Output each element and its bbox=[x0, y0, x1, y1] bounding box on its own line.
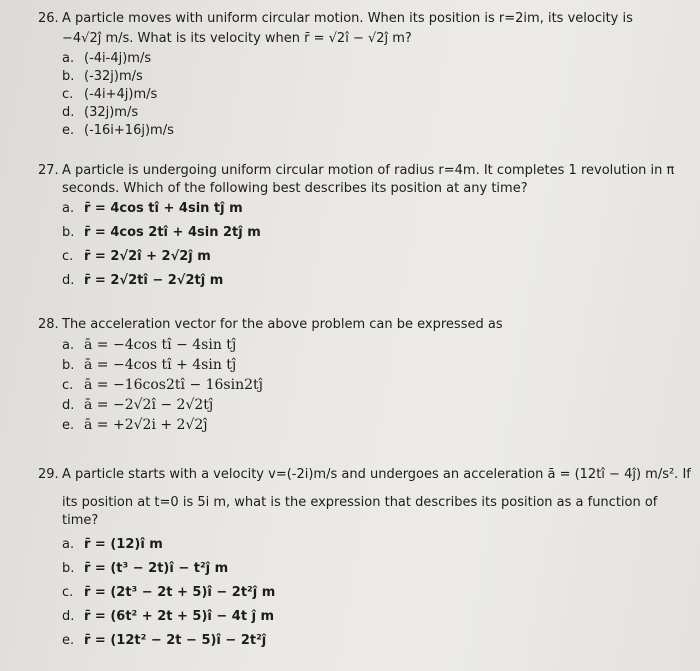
option-b: b. r̄ = 4cos 2tî + 4sin 2tĵ m bbox=[62, 225, 261, 240]
option-b: b. (-32j)m/s bbox=[62, 69, 143, 84]
option-e: e. r̄ = (12t² − 2t − 5)î − 2t²ĵ bbox=[62, 633, 267, 648]
question-number: 26. bbox=[38, 11, 59, 26]
question-stem-line2: its position at t=0 is 5i m, what is the expression that describes its position as a function of bbox=[62, 495, 658, 510]
option-c: c. r̄ = (2t³ − 2t + 5)î − 2t²ĵ m bbox=[62, 585, 276, 600]
option-a: a. ā = −4cos tî − 4sin tĵ bbox=[62, 337, 237, 353]
option-c: c. r̄ = 2√2î + 2√2ĵ m bbox=[62, 249, 211, 264]
question-stem-line1: The acceleration vector for the above problem can be expressed as bbox=[62, 317, 503, 332]
question-stem-line1: A particle is undergoing uniform circular motion of radius r=4m. It completes 1 revolution in π bbox=[62, 163, 675, 178]
question-stem-line2: −4√2ĵ m/s. What is its velocity when r̄ = √2î − √2ĵ m? bbox=[62, 31, 412, 46]
option-d: d. ā = −2√2î − 2√2tĵ bbox=[62, 397, 214, 413]
question-stem-line1: A particle moves with uniform circular motion. When its position is r=2im, its velocity is bbox=[62, 11, 633, 26]
option-d: d. (32j)m/s bbox=[62, 105, 139, 120]
question-stem-line3: time? bbox=[62, 513, 99, 528]
option-e: e. ā = +2√2i + 2√2ĵ bbox=[62, 417, 208, 433]
option-c: c. ā = −16cos2tî − 16sin2tĵ bbox=[62, 377, 263, 393]
question-number: 28. bbox=[38, 317, 59, 332]
option-c: c. (-4i+4j)m/s bbox=[62, 87, 158, 102]
question-stem-line1: A particle starts with a velocity v=(-2i)m/s and undergoes an acceleration ā = (12tî − 4ĵ) m/s². If bbox=[62, 467, 691, 482]
question-number: 29. bbox=[38, 467, 59, 482]
option-e: e. (-16i+16j)m/s bbox=[62, 123, 174, 138]
option-b: b. ā = −4cos tî + 4sin tĵ bbox=[62, 357, 237, 373]
option-a: a. r̄ = (12)î m bbox=[62, 537, 163, 552]
question-stem-line2: seconds. Which of the following best describes its position at any time? bbox=[62, 181, 528, 196]
option-d: d. r̄ = 2√2tî − 2√2tĵ m bbox=[62, 273, 224, 288]
option-b: b. r̄ = (t³ − 2t)î − t²ĵ m bbox=[62, 561, 229, 576]
option-a: a. r̄ = 4cos tî + 4sin tĵ m bbox=[62, 201, 243, 216]
question-number: 27. bbox=[38, 163, 59, 178]
option-a: a. (-4i-4j)m/s bbox=[62, 51, 152, 66]
option-d: d. r̄ = (6t² + 2t + 5)î − 4t ĵ m bbox=[62, 609, 275, 624]
